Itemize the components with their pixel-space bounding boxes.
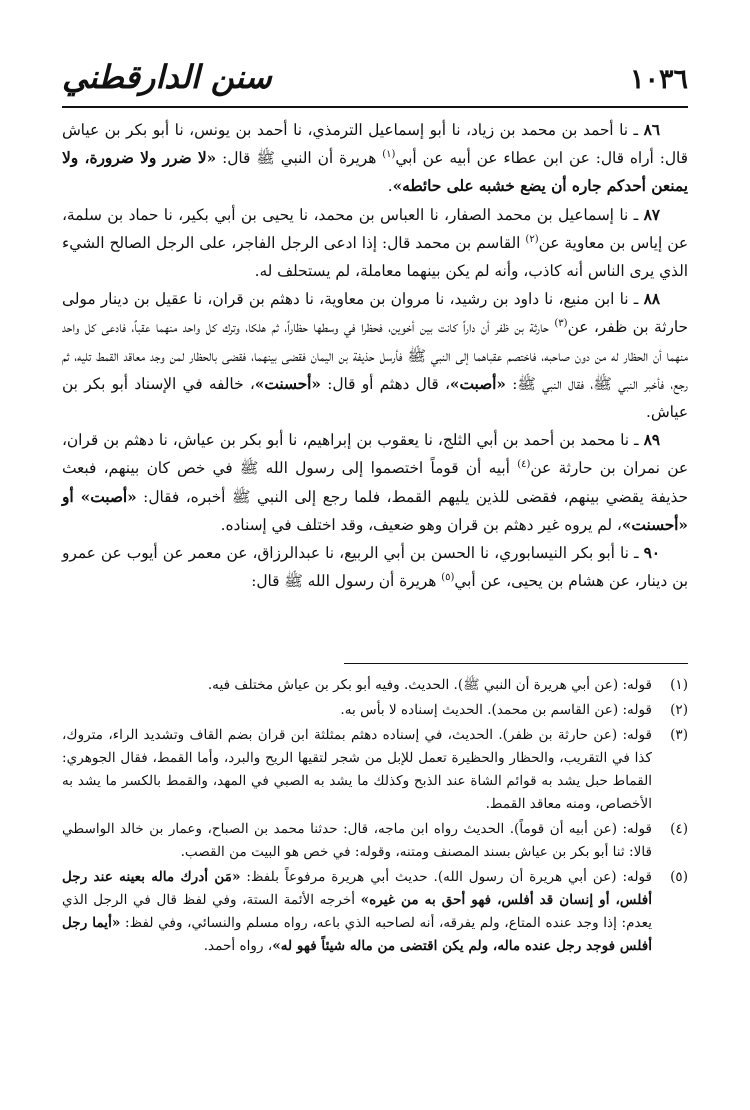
- hadith-text: ، خالفه في الإسناد أبو بكر بن عياش.: [62, 374, 688, 422]
- prophetic-quote: «أصبت» أو «أحسنت»: [62, 487, 688, 534]
- hadith-text: ، لم يروه غير دهثم بن قران وهو ضعيف، وقد اختلف في إسناده.: [220, 515, 622, 534]
- footnote-text-part: ، رواه أحمد.: [203, 938, 273, 954]
- hadith-text: نا ابن منيع، نا داود بن رشيد، نا مروان بن معاوية، نا دهثم بن قران، نا عقيل بن دينار مولى حارثة بن ظفر، عن: [62, 290, 688, 337]
- footnote-text: قوله: (عن القاسم بن محمد). الحديث إسناده لا بأس به.: [340, 702, 652, 718]
- footnote-ref[interactable]: (٣): [554, 318, 568, 330]
- footnotes: [62, 674, 688, 960]
- footnote-separator: [344, 663, 688, 664]
- page-number: ١٠٣٦: [629, 64, 688, 95]
- hadith-89: [62, 426, 688, 539]
- footnote-text: قوله: (عن حارثة بن ظفر). الحديث، في إسناده دهثم بمثلثة ابن قران بضم القاف وتشديد الراء، متروك، كذا في التقريب، والحظار والحظيرة تعمل للإبل من شجر لتقيها الريح والبرد، وأما القمط، فقال الجوهري: القماط حبل يشد به قوائم الشاة عند الذبح وكذلك ما يشد به الصبي في المهد، والقمط بالكسر ما يشد به الأخصاص، ومنه معاقد القمط.: [62, 727, 652, 812]
- footnote-ref[interactable]: (٥): [441, 572, 455, 584]
- hadith-text: ـ نا إسماعيل بن محمد الصفار، نا العباس بن محمد، نا يحيى بن أبي بكير، نا حماد بن سلمة، عن إياس بن معاوية عن: [62, 205, 688, 252]
- hadith-text: القاسم بن محمد قال: إذا ادعى الرجل الفاجر، على الرجل الصالح الشيء الذي يرى الناس أنه كاذب، وأنه لم يكن بينهما معاملة، لم يستحلف له.: [62, 233, 688, 281]
- hadith-number: ٨٧: [643, 205, 660, 224]
- footnote-3: [62, 724, 688, 816]
- hadith-90: [62, 539, 688, 595]
- prophetic-quote: «أحسنت»: [254, 374, 321, 393]
- hadith-number: ٨٩: [643, 431, 660, 450]
- footnote-number: (٤): [670, 821, 688, 837]
- footnote-number: (٣): [670, 727, 688, 743]
- hadith-text: ، قال دهثم أو قال:: [320, 374, 450, 393]
- hadith-text: ـ: [628, 290, 644, 309]
- footnote-1: [62, 674, 688, 697]
- main-text: [62, 116, 688, 595]
- page-header: [62, 58, 688, 108]
- hadith-number: ٨٦: [643, 121, 660, 139]
- footnote-ref[interactable]: (١): [382, 149, 396, 161]
- footnote-text: قوله: (عن أبيه أن قوماً). الحديث رواه ابن ماجه، قال: حدثنا محمد بن الصباح، وعمار بن خالد الواسطي قالا: ثنا أبو بكر بن عياش بسند المصنف ومتنه، وقوله: في خص هو البيت من القصب.: [62, 821, 652, 860]
- hadith-text: ـ نا أبو بكر النيسابوري، نا الحسن بن أبي الربيع، نا عبدالرزاق، عن معمر عن أيوب عن عمرو بن دينار، عن هشام بن يحيى، عن أبي: [62, 544, 688, 591]
- footnote-text: [62, 866, 652, 958]
- footnote-text-part: قوله: (عن أبي هريرة أن رسول الله). حديث أبي هريرة مرفوعاً بلفظ:: [240, 869, 652, 885]
- footnote-ref[interactable]: (٢): [525, 233, 539, 245]
- footnote-number: (٢): [670, 702, 688, 718]
- hadith-text: هريرة أن رسول الله ﷺ قال:: [251, 572, 442, 591]
- footnote-text: قوله: (عن أبي هريرة أن النبي ﷺ). الحديث. وفيه أبو بكر بن عياش مختلف فيه.: [207, 677, 652, 693]
- footnote-text-part: أخرجه الأئمة الستة، وفي لفظ قال في الرجل الذي يعدم: إذا وجد عنده المتاع، ولم يفرقه، أنه لصاحبه الذي باعه، رواه مسلم والنسائي، وفي لفظ:: [62, 892, 652, 931]
- prophetic-quote: «أيما رجل أفلس فوجد رجل عنده ماله، ولم يكن اقتضى من ماله شيئاً فهو له»: [62, 915, 652, 954]
- hadith-87: [62, 201, 688, 286]
- running-title: سنن الدارقطني: [62, 58, 272, 96]
- footnote-ref[interactable]: (٤): [517, 459, 531, 471]
- hadith-88: [62, 285, 688, 426]
- prophetic-quote: «مَن أدرك ماله بعينه عند رجل أفلس، أو إنسان قد أفلس، فهو أحق به من غيره»: [62, 869, 652, 908]
- footnote-5: [62, 866, 688, 958]
- footnote-2: [62, 699, 688, 722]
- hadith-text: أبيه أن قوماً اختصموا إلى رسول الله ﷺ في خص كان بينهم، فبعث حذيفة يقضي بينهم، فقضى للذين يليهم القمط، فلما رجع إلى النبي ﷺ أخبره، فقال:: [62, 459, 688, 506]
- hadith-number: ٨٨: [643, 290, 660, 309]
- hadith-number: ٩٠: [643, 544, 660, 563]
- hadith-86: [62, 116, 688, 201]
- footnote-4: [62, 818, 688, 864]
- hadith-text: حارثة بن ظفر أن داراً كانت بين أخوين، فحظرا في وسطها حظاراً، ثم هلكا، وترك كل واحد منهما عقباً، فادعى كل واحد منهما أن الحظار له من دون صاحبه، فاختصم عقباهما إلى النبي ﷺ فأرسل حذيفة بن اليمان فقضى بينهما، فقضى بالحظار لمن وجد معاقد القمط تليه، ثم رجع، فأخبر النبي ﷺ، فقال النبي ﷺ:: [62, 318, 689, 393]
- footnote-number: (٥): [670, 869, 688, 885]
- hadith-text: ـ نا محمد بن أحمد بن أبي الثلج، نا يعقوب بن إبراهيم، نا أبو بكر بن عياش، نا دهثم بن قران، عن نمران بن حارثة عن: [62, 431, 688, 478]
- hadith-text: هريرة أن النبي ﷺ قال:: [216, 149, 383, 168]
- hadith-text: .: [387, 177, 393, 196]
- prophetic-quote: «لا ضرر ولا ضرورة، ولا يمنعن أحدكم جاره أن يضع خشبه على حائطه»: [62, 149, 688, 196]
- prophetic-quote: «أصبت»: [449, 374, 506, 393]
- footnote-number: (١): [670, 677, 688, 693]
- hadith-text: ـ نا أحمد بن محمد بن زياد، نا أبو إسماعيل الترمذي، نا أحمد بن يونس، نا أبو بكر بن عياش قال: أراه قال: عن ابن عطاء عن أبيه عن أبي: [62, 121, 688, 168]
